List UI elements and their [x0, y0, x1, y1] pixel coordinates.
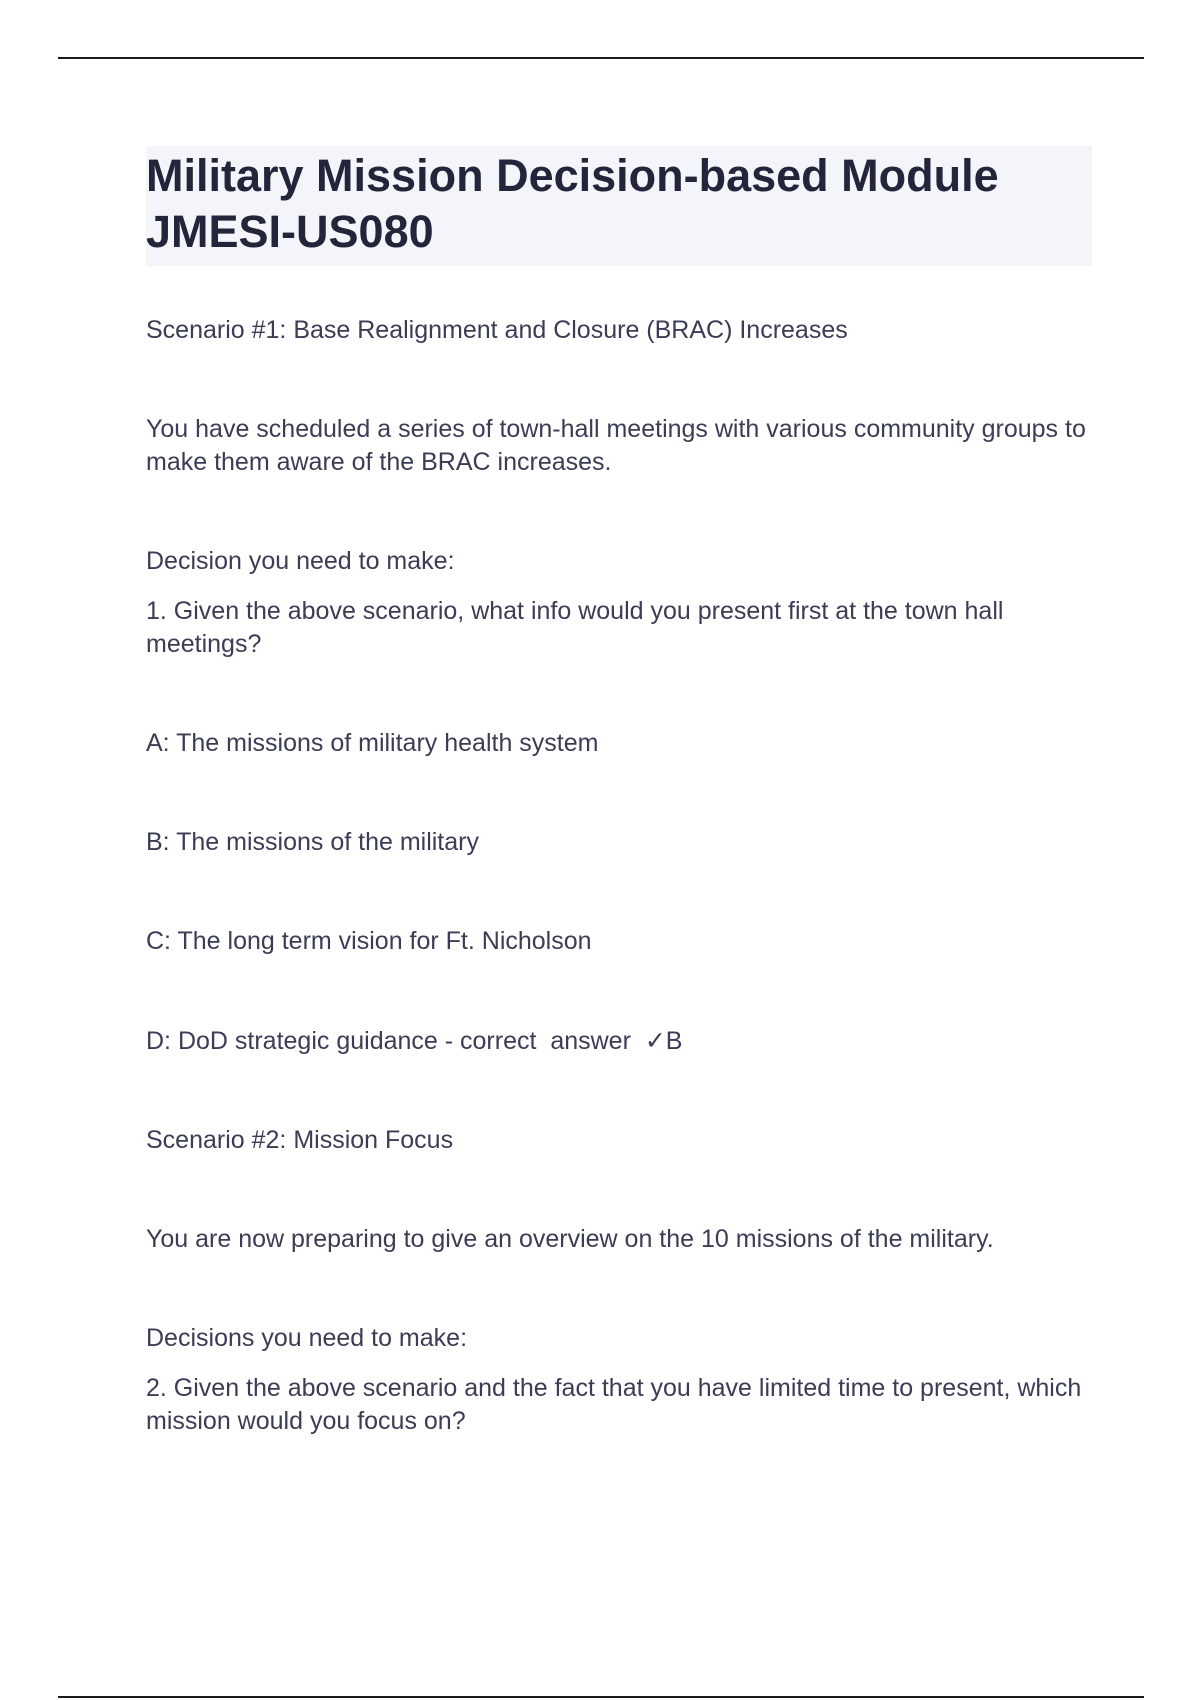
- option-d: [146, 1024, 1092, 1058]
- question-2: 2. Given the above scenario and the fact that you have limited time to present, which mission would you focus on?: [146, 1374, 1082, 1435]
- scenario-1-text: You have scheduled a series of town-hall meetings with various community groups to make them aware of the BRAC increases.: [146, 415, 1086, 476]
- document-title: [146, 148, 1092, 260]
- answer-1: B: [665, 1027, 683, 1055]
- scenario-1-heading: Scenario #1: Base Realignment and Closure (BRAC) Increases: [146, 316, 848, 344]
- scenario-2-heading: Scenario #2: Mission Focus: [146, 1126, 454, 1154]
- title-line-2: JMESI-US080: [146, 206, 434, 257]
- check-mark-icon: ✓: [644, 1026, 666, 1055]
- option-a: A: The missions of military health system: [146, 729, 599, 757]
- title-block: [146, 146, 1092, 266]
- bottom-rule: [58, 1696, 1144, 1698]
- option-d-text: D: DoD strategic guidance - correct answer: [146, 1027, 638, 1055]
- decision-1-label: Decision you need to make:: [146, 547, 455, 575]
- decision-2-label: Decisions you need to make:: [146, 1324, 468, 1352]
- option-b: B: The missions of the military: [146, 828, 479, 856]
- top-rule: [58, 57, 1144, 59]
- title-line-1: Military Mission Decision-based Module: [146, 150, 999, 201]
- question-1: 1. Given the above scenario, what info would you present first at the town hall meetings?: [146, 597, 1004, 658]
- option-c: C: The long term vision for Ft. Nicholson: [146, 927, 592, 955]
- document-body: [146, 146, 1092, 1438]
- scenario-2-text: You are now preparing to give an overview on the 10 missions of the military.: [146, 1225, 994, 1253]
